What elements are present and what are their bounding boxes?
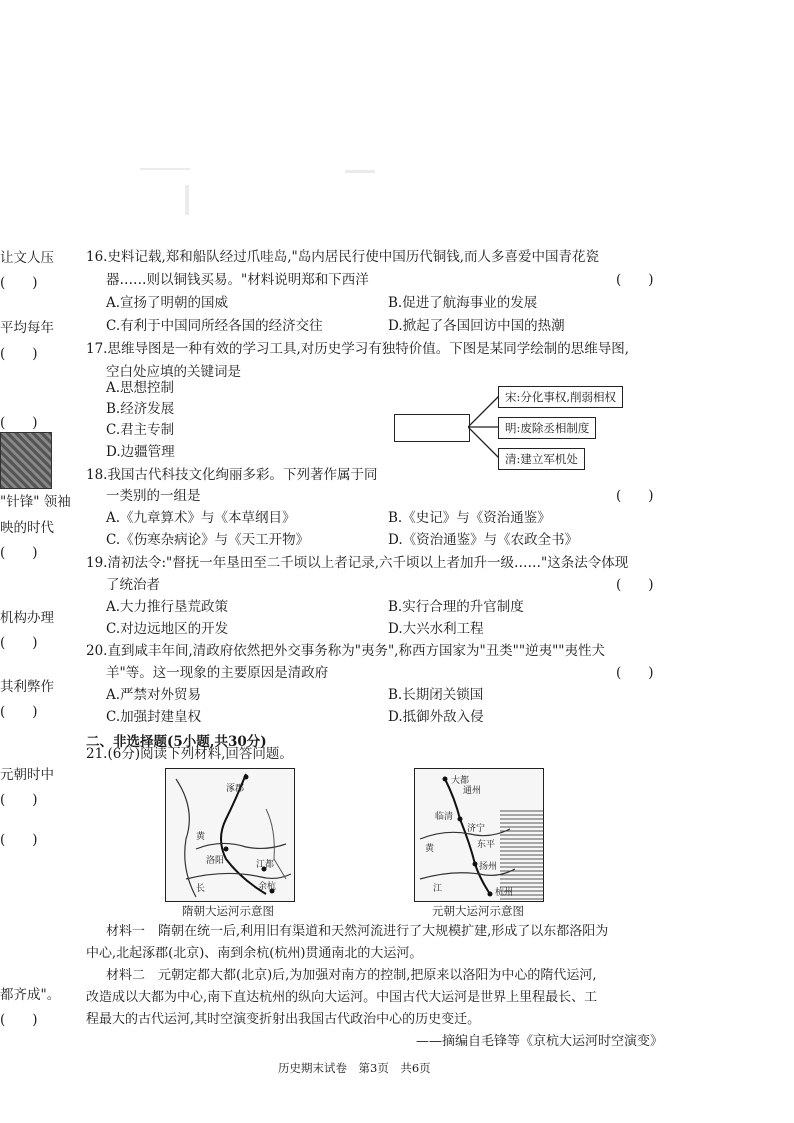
mind-map-item-qing: 清:建立军机处 bbox=[498, 448, 585, 470]
q17-option-a: A.思想控制 bbox=[106, 380, 175, 396]
q20-option-d: D.抵御外敌入侵 bbox=[388, 709, 484, 725]
q19-stem-line2: 了统治者 bbox=[106, 577, 160, 593]
q18-option-b: B.《史记》与《资治通鉴》 bbox=[388, 510, 551, 526]
yuan-map-label: 济宁 bbox=[467, 824, 486, 834]
q20-option-a: A.严禁对外贸易 bbox=[106, 687, 202, 703]
q16-stem-line1: 16.史料记载,郑和船队经过爪哇岛,"岛内居民行使中国历代铜钱,而人多喜爱中国青花瓷 bbox=[86, 249, 600, 265]
yuan-map-label: 黄 bbox=[425, 844, 435, 854]
left-margin-fragment: ( ) bbox=[0, 635, 38, 651]
material2-line1: 材料二 元朝定都大都(北京)后,为加强对南方的控制,把原来以洛阳为中心的隋代运河, bbox=[106, 968, 597, 983]
material1-line1: 材料一 隋朝在统一后,利用旧有渠道和天然河流进行了大规模扩建,形成了以东都洛阳为 bbox=[106, 924, 609, 939]
sui-map-label: 江都 bbox=[256, 860, 275, 870]
material1-line2: 中心,北起涿郡(北京)、南到余杭(杭州)贯通南北的大运河。 bbox=[86, 946, 423, 961]
left-margin-fragment: 元朝时中 bbox=[0, 767, 54, 783]
q18-answer-blank[interactable]: ( ) bbox=[616, 488, 654, 504]
q16-answer-blank[interactable]: ( ) bbox=[616, 272, 654, 288]
section-heading-non-choice: 二、非选择题(5小题,共30分) bbox=[86, 734, 267, 750]
scan-smudge bbox=[140, 168, 190, 170]
yuan-map-label: 东平 bbox=[477, 840, 496, 850]
q18-stem-line1: 18.我国古代科技文化绚丽多彩。下列著作属于同 bbox=[86, 467, 378, 483]
q19-option-b: B.实行合理的升官制度 bbox=[388, 599, 524, 615]
q18-option-a: A.《九章算术》与《本草纲目》 bbox=[106, 510, 296, 526]
left-margin-fragment: 都齐成"。 bbox=[0, 987, 61, 1003]
sui-map-label: 涿郡 bbox=[226, 784, 245, 794]
yuan-map-label: 扬州 bbox=[479, 862, 498, 872]
left-margin-fragment: ( ) bbox=[0, 545, 38, 561]
q18-stem-line2: 一类别的一组是 bbox=[106, 488, 201, 504]
yuan-map-label: 临清 bbox=[435, 812, 454, 822]
sui-map-label: 洛阳 bbox=[206, 856, 225, 866]
left-margin-photo bbox=[0, 432, 52, 489]
left-margin-fragment: ( ) bbox=[0, 832, 38, 848]
q19-answer-blank[interactable]: ( ) bbox=[616, 577, 654, 593]
q17-option-b: B.经济发展 bbox=[106, 401, 175, 417]
q19-stem-line1: 19.清初法令:"督抚一年垦田至二千顷以上者记录,六千顷以上者加升一级……"这条法令体现 bbox=[86, 555, 629, 571]
q16-option-b: B.促进了航海事业的发展 bbox=[388, 295, 538, 311]
scan-smudge bbox=[345, 170, 375, 173]
material-source: ——摘编自毛锋等《京杭大运河时空演变》 bbox=[416, 1034, 664, 1049]
yuan-canal-map bbox=[414, 768, 544, 902]
q18-option-d: D.《资治通鉴》与《农政全书》 bbox=[388, 532, 579, 548]
yuan-map-label: 通州 bbox=[463, 786, 482, 796]
left-margin-fragment: "针锋" 领袖 bbox=[0, 494, 71, 510]
sui-map-label: 长 bbox=[196, 884, 206, 894]
material2-line3: 程最大的古代运河,其时空演变折射出我国古代政治中心的历史变迁。 bbox=[86, 1012, 481, 1027]
q21-stem: 21.(6分)阅读下列材料,回答问题。 bbox=[86, 746, 293, 762]
q18-option-c: C.《伤寒杂病论》与《天工开物》 bbox=[106, 532, 310, 548]
mind-map-item-song: 宋:分化事权,削弱相权 bbox=[498, 386, 623, 408]
yuan-map-label: 大都 bbox=[451, 776, 470, 786]
q17-stem-line1: 17.思维导图是一种有效的学习工具,对历史学习有独特价值。下图是某同学绘制的思维导图, bbox=[86, 341, 630, 357]
q19-option-c: C.对边远地区的开发 bbox=[106, 621, 229, 637]
sui-map-label: 余杭 bbox=[258, 882, 277, 892]
q16-stem-line2: 器……则以铜钱买易。"材料说明郑和下西洋 bbox=[106, 272, 369, 288]
q20-option-b: B.长期闭关锁国 bbox=[388, 687, 484, 703]
q17-stem-line2: 空白处应填的关键词是 bbox=[106, 364, 241, 380]
sui-canal-map bbox=[165, 768, 295, 902]
mind-map-item-ming: 明:废除丞相制度 bbox=[498, 417, 596, 439]
q17-option-d: D.边疆管理 bbox=[106, 444, 175, 460]
sui-map-label: 黄 bbox=[196, 832, 206, 842]
page-footer: 历史期末试卷 第3页 共6页 bbox=[278, 1061, 431, 1075]
left-margin-fragment: ( ) bbox=[0, 415, 38, 431]
left-margin-fragment: ( ) bbox=[0, 275, 38, 291]
left-margin-fragment: ( ) bbox=[0, 1012, 38, 1028]
left-margin-fragment: 映的时代 bbox=[0, 520, 54, 536]
q20-stem-line1: 20.直到咸丰年间,清政府依然把外交事务称为"夷务",称西方国家为"丑类""逆夷""夷性犬 bbox=[86, 643, 606, 659]
material2-line2: 改造成以大都为中心,南下直达杭州的纵向大运河。中国古代大运河是世界上里程最长、工 bbox=[86, 990, 598, 1005]
q20-answer-blank[interactable]: ( ) bbox=[616, 665, 654, 681]
left-margin-fragment: 机构办理 bbox=[0, 610, 54, 626]
mind-map-connectors bbox=[468, 388, 500, 460]
left-margin-fragment: 平均每年 bbox=[0, 320, 54, 336]
q17-option-c: C.君主专制 bbox=[106, 422, 175, 438]
left-margin-fragment: 让文人压 bbox=[0, 250, 54, 266]
scan-smudge bbox=[185, 185, 189, 215]
q16-option-d: D.掀起了各国回访中国的热潮 bbox=[388, 318, 565, 334]
yuan-map-label: 杭州 bbox=[495, 888, 514, 898]
left-margin-fragment: ( ) bbox=[0, 346, 38, 362]
sui-map-caption: 隋朝大运河示意图 bbox=[182, 904, 274, 918]
yuan-map-label: 江 bbox=[433, 884, 443, 894]
left-margin-fragment: ( ) bbox=[0, 792, 38, 808]
q16-option-a: A.宣扬了明朝的国威 bbox=[106, 295, 229, 311]
q19-option-d: D.大兴水利工程 bbox=[388, 621, 484, 637]
q19-option-a: A.大力推行垦荒政策 bbox=[106, 599, 229, 615]
q20-stem-line2: 羊"等。这一现象的主要原因是清政府 bbox=[106, 665, 329, 681]
mind-map-blank-box[interactable] bbox=[394, 414, 470, 442]
left-margin-fragment: 其利弊作 bbox=[0, 679, 54, 695]
q20-option-c: C.加强封建皇权 bbox=[106, 709, 202, 725]
left-margin-fragment: ( ) bbox=[0, 704, 38, 720]
q16-option-c: C.有利于中国同所经各国的经济交往 bbox=[106, 318, 323, 334]
yuan-map-caption: 元朝大运河示意图 bbox=[432, 904, 524, 918]
